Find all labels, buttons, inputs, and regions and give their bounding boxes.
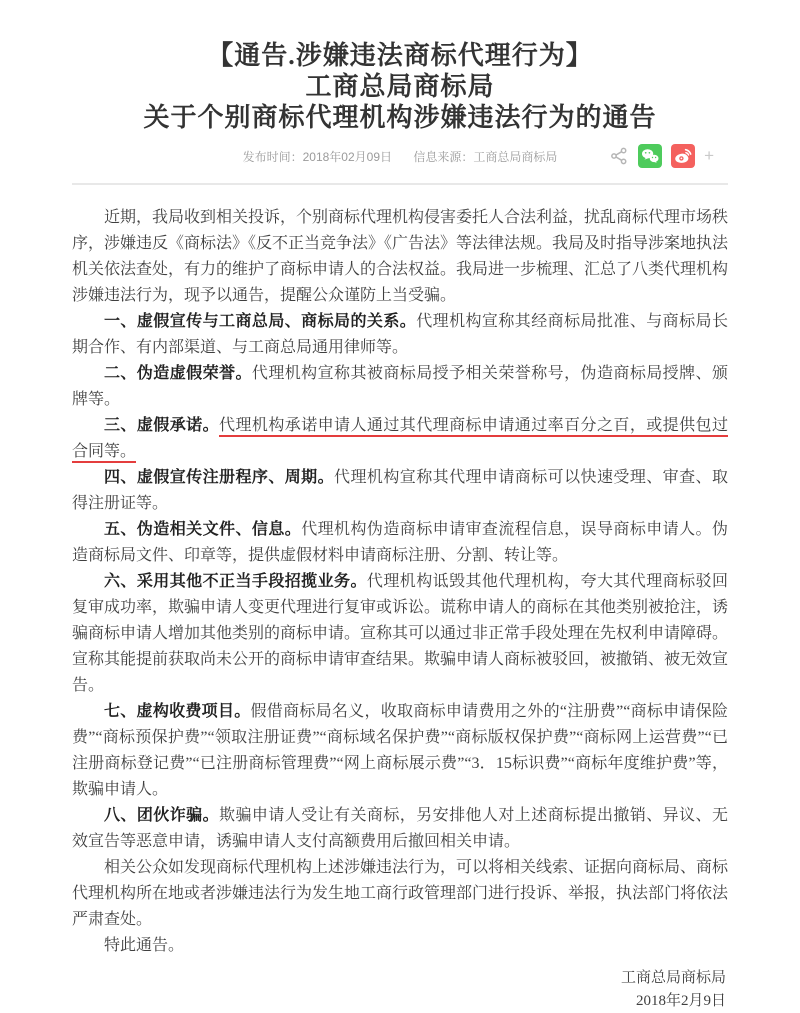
section-heading: 四、虚假宣传注册程序、周期。 [104,469,335,486]
page-title [72,40,728,133]
section-paragraph-8 [72,803,728,855]
wechat-icon[interactable] [638,144,662,168]
publish-time [243,150,392,164]
section-paragraph-4 [72,465,728,517]
section-heading: 六、采用其他不正当手段招揽业务。 [104,573,367,590]
notice-page [72,0,728,1013]
share-bar [608,144,714,168]
section-text: 假借商标局名义，收取商标申请费用之外的“注册费”“商标申请保险费”“商标预保护费”“领取注册证费”“商标域名保护费”“商标版权保护费”“商标网上运营费”“已注册商标登记费”“已注册商标管理费”“网上商标展示费”“3．15标识费”“商标年度维护费”等，欺骗申请人。 [72,703,728,798]
info-source-label: 信息来源： [413,150,474,164]
title-line-2: 工商总局商标局 [305,72,495,101]
section-paragraph-6 [72,569,728,699]
weibo-icon[interactable] [671,144,695,168]
closing-paragraph: 相关公众如发现商标代理机构上述涉嫌违法行为，可以将相关线索、证据向商标局、商标代理机构所在地或者涉嫌违法行为发生地工商行政管理部门进行投诉、举报，执法部门将依法严肃查处。 [72,859,729,928]
section-heading: 三、虚假承诺。 [104,417,220,434]
section-heading: 八、团伙诈骗。 [104,807,220,824]
section-paragraph-5 [72,517,728,569]
publish-time-label: 发布时间： [242,150,303,164]
more-share-icon[interactable]: + [704,146,714,165]
section-text: 代理机构宣称其被商标局授予相关荣誉称号，伪造商标局授牌、颁牌等。 [72,365,728,408]
divider [72,183,728,185]
info-source-value: 工商总局商标局 [473,150,558,164]
info-source [413,150,557,164]
section-heading: 二、伪造虚假荣誉。 [104,365,252,382]
meta-row [72,143,728,171]
article-body [72,205,728,959]
final-statement: 特此通告。 [104,937,185,954]
title-line-3: 关于个别商标代理机构涉嫌违法行为的通告 [143,103,657,132]
signature-org: 工商总局商标局 [620,970,726,986]
share-icon[interactable] [608,146,629,167]
section-paragraph-1 [72,309,728,361]
section-paragraph-7 [72,699,728,803]
section-heading: 一、虚假宣传与工商总局、商标局的关系。 [104,313,417,330]
section-text: 代理机构宣称其代理申请商标可以快速受理、审查、取得注册证等。 [72,469,728,512]
section-heading: 七、虚构收费项目。 [104,703,251,720]
section-text: 欺骗申请人受让有关商标，另安排他人对上述商标提出撤销、异议、无效宣告等恶意申请，诱骗申请人支付高额费用后撤回相关申请。 [72,807,728,850]
section-text-highlighted: 代理机构承诺申请人通过其代理商标申请通过率百分之百，或提供包过合同等。 [72,417,728,463]
section-text: 代理机构诋毁其他代理机构，夸大其代理商标驳回复审成功率，欺骗申请人变更代理进行复审或诉讼。谎称申请人的商标在其他类别被抢注，诱骗商标申请人增加其他类别的商标申请。宣称其可以通过非正常手段处理在先权利申请障碍。宣称其能提前获取尚未公开的商标申请审查结果。欺骗申请人商标被驳回，被撤销、被无效宣告。 [72,573,729,694]
title-line-1: 【通告.涉嫌违法商标代理行为】 [207,41,593,70]
section-heading: 五、伪造相关文件、信息。 [104,521,302,538]
intro-paragraph: 近期，我局收到相关投诉，个别商标代理机构侵害委托人合法利益，扰乱商标代理市场秩序，涉嫌违反《商标法》《反不正当竞争法》《广告法》等法律法规。我局及时指导涉案地执法机关依法查处，有力的维护了商标申请人的合法权益。我局进一步梳理、汇总了八类代理机构涉嫌违法行为，现予以通告，提醒公众谨防上当受骗。 [72,209,729,304]
signature-block [72,967,728,1013]
publish-time-value: 2018年02月09日 [302,150,393,164]
section-paragraph-3 [72,413,728,465]
section-paragraph-2 [72,361,728,413]
signature-date: 2018年2月9日 [635,993,726,1009]
section-text: 代理机构伪造商标申请审查流程信息，误导商标申请人。伪造商标局文件、印章等，提供虚假材料申请商标注册、分割、转让等。 [72,521,728,564]
section-text: 代理机构宣称其经商标局批准、与商标局长期合作、有内部渠道、与工商总局通用律师等。 [72,313,728,356]
